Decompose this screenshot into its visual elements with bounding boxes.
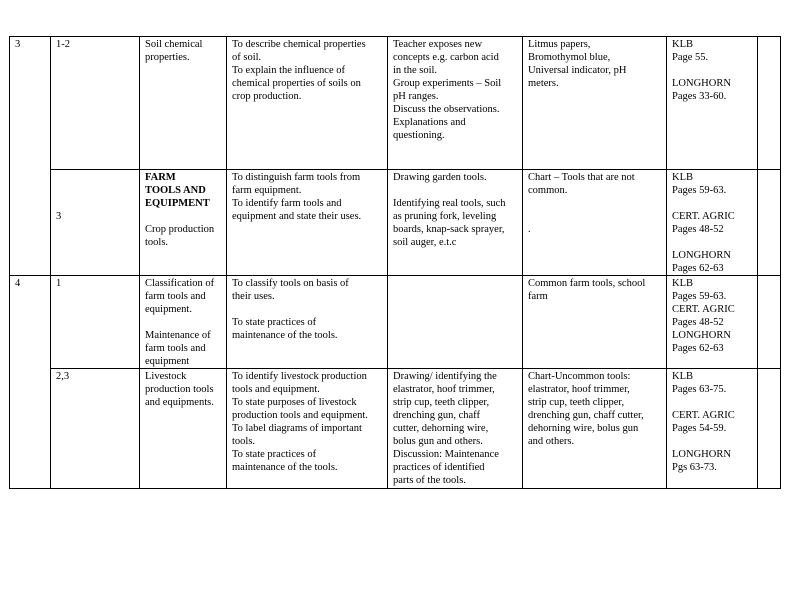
remarks-cell (758, 37, 781, 170)
resources-cell (523, 37, 667, 170)
objective-line: crop production. (232, 91, 302, 102)
objective-line: chemical properties of soils on (232, 78, 361, 89)
lesson-cell (51, 170, 140, 276)
objective-line: maintenance of the tools. (232, 330, 338, 341)
reference-line: Pages 54-59. (672, 423, 727, 434)
reference-line: KLB (672, 278, 693, 289)
spacer (145, 316, 222, 329)
week-cell (10, 170, 51, 276)
spacer (56, 197, 135, 210)
reference-line: KLB (672, 39, 693, 50)
objective-line: tools. (232, 436, 256, 447)
activity-line: practices of identified (393, 462, 485, 473)
spacer (672, 197, 753, 210)
objective-line: To state purposes of livestock (232, 397, 357, 408)
objectives-cell (227, 37, 388, 170)
activity-line: Drawing garden tools. (393, 172, 487, 183)
objective-line: maintenance of the tools. (232, 462, 338, 473)
resource-line: and others. (528, 436, 575, 447)
reference-line: CERT. AGRIC (672, 304, 735, 315)
activity-line: cutter, dehorning wire, (393, 423, 489, 434)
topic-line: and equipments. (145, 397, 214, 408)
week-cell (10, 276, 51, 369)
references-cell (667, 369, 758, 489)
scheme-of-work-table (9, 36, 781, 489)
table-row (10, 170, 781, 276)
reference-line: LONGHORN (672, 330, 731, 341)
lesson-number: 1-2 (56, 39, 70, 50)
reference-line: LONGHORN (672, 78, 731, 89)
resource-line: dehorning wire, bolus gun (528, 423, 639, 434)
resource-line: common. (528, 185, 568, 196)
spacer (145, 210, 222, 223)
topic-heading-line: TOOLS AND (145, 185, 206, 196)
objectives-cell (227, 369, 388, 489)
resource-line: Universal indicator, pH (528, 65, 627, 76)
references-cell (667, 276, 758, 369)
spacer (672, 396, 753, 409)
reference-line: Pages 62-63 (672, 343, 724, 354)
activity-line: strip cup, teeth clipper, (393, 397, 490, 408)
topic-heading-line: FARM (145, 172, 176, 183)
topic-line: equipment (145, 356, 190, 367)
objective-line: To classify tools on basis of (232, 278, 349, 289)
activity-line: elastrator, hoof trimmer, (393, 384, 495, 395)
activity-line: pH ranges. (393, 91, 439, 102)
resources-cell (523, 170, 667, 276)
reference-line: Pages 33-60. (672, 91, 727, 102)
activity-line: concepts e.g. carbon acid (393, 52, 499, 63)
activities-cell (388, 37, 523, 170)
activity-line: soil auger, e.t.c (393, 237, 457, 248)
resource-line: Common farm tools, school (528, 278, 646, 289)
topic-cell (140, 369, 227, 489)
reference-line: LONGHORN (672, 250, 731, 261)
topic-cell (140, 37, 227, 170)
topic-line: farm tools and (145, 343, 206, 354)
objective-line: To describe chemical properties (232, 39, 366, 50)
activity-line: Drawing/ identifying the (393, 371, 497, 382)
objective-line: To identify farm tools and (232, 198, 342, 209)
activity-line: Discuss the observations. (393, 104, 500, 115)
activities-cell (388, 369, 523, 489)
spacer (528, 210, 662, 223)
week-number: 3 (15, 39, 21, 50)
objective-line: To identify livestock production (232, 371, 367, 382)
spacer (672, 236, 753, 249)
resource-line: elastrator, hoof trimmer, (528, 384, 630, 395)
week-cell (10, 37, 51, 170)
spacer (528, 197, 662, 210)
topic-cell (140, 276, 227, 369)
reference-line: Pages 59-63. (672, 291, 727, 302)
resource-line: meters. (528, 78, 559, 89)
remarks-cell (758, 170, 781, 276)
spacer (56, 171, 135, 184)
reference-line: Pages 62-63 (672, 263, 724, 274)
resource-line: Bromothymol blue, (528, 52, 611, 63)
objective-line: To distinguish farm tools from (232, 172, 361, 183)
objective-line: To explain the influence of (232, 65, 345, 76)
objective-line: tools and equipment. (232, 384, 320, 395)
week-number: 4 (15, 278, 21, 289)
resource-line: Chart-Uncommon tools: (528, 371, 631, 382)
table-row (10, 276, 781, 369)
activity-line: questioning. (393, 130, 445, 141)
activity-line: as pruning fork, leveling (393, 211, 497, 222)
topic-cell (140, 170, 227, 276)
activity-line: Discussion: Maintenance (393, 449, 499, 460)
activity-line: Explanations and (393, 117, 466, 128)
activity-line: Teacher exposes new (393, 39, 483, 50)
reference-line: CERT. AGRIC (672, 211, 735, 222)
reference-line: Pages 48-52 (672, 317, 724, 328)
activity-line: bolus gun and others. (393, 436, 483, 447)
reference-line: KLB (672, 371, 693, 382)
reference-line: Pages 48-52 (672, 224, 724, 235)
topic-line: equipment. (145, 304, 192, 315)
activity-line: Identifying real tools, such (393, 198, 506, 209)
references-cell (667, 37, 758, 170)
lesson-number: 1 (56, 278, 62, 289)
references-cell (667, 170, 758, 276)
resources-cell (523, 276, 667, 369)
spacer (232, 303, 383, 316)
reference-line: Page 55. (672, 52, 709, 63)
spacer (393, 184, 518, 197)
objective-line: To state practices of (232, 449, 317, 460)
objective-line: production tools and equipment. (232, 410, 368, 421)
reference-line: CERT. AGRIC (672, 410, 735, 421)
lesson-number: 3 (56, 211, 62, 222)
week-cell (10, 369, 51, 489)
objective-line: of soil. (232, 52, 262, 63)
resource-line: Litmus papers, (528, 39, 591, 50)
resource-line: strip cup, teeth clipper, (528, 397, 625, 408)
topic-line: farm tools and (145, 291, 206, 302)
remarks-cell (758, 276, 781, 369)
reference-line: Pages 63-75. (672, 384, 727, 395)
resource-line: . (528, 224, 531, 235)
activities-cell (388, 276, 523, 369)
lesson-cell (51, 276, 140, 369)
topic-line: Livestock (145, 371, 187, 382)
topic-line: Classification of (145, 278, 215, 289)
spacer (672, 64, 753, 77)
objectives-cell (227, 276, 388, 369)
spacer (56, 184, 135, 197)
lesson-cell (51, 369, 140, 489)
activity-line: in the soil. (393, 65, 438, 76)
topic-heading-line: EQUIPMENT (145, 198, 210, 209)
objective-line: their uses. (232, 291, 275, 302)
reference-line: Pgs 63-73. (672, 462, 717, 473)
resource-line: farm (528, 291, 548, 302)
remarks-cell (758, 369, 781, 489)
resource-line: Chart – Tools that are not (528, 172, 635, 183)
activity-line: parts of the tools. (393, 475, 466, 486)
reference-line: LONGHORN (672, 449, 731, 460)
reference-line: KLB (672, 172, 693, 183)
activity-line: Group experiments – Soil (393, 78, 502, 89)
spacer (672, 435, 753, 448)
topic-line: production tools (145, 384, 214, 395)
objective-line: To state practices of (232, 317, 317, 328)
objectives-cell (227, 170, 388, 276)
topic-line: tools. (145, 237, 169, 248)
reference-line: Pages 59-63. (672, 185, 727, 196)
activities-cell (388, 170, 523, 276)
topic-line: Soil chemical (145, 39, 203, 50)
lesson-cell (51, 37, 140, 170)
resource-line: drenching gun, chaff cutter, (528, 410, 644, 421)
lesson-number: 2,3 (56, 371, 70, 382)
objective-line: farm equipment. (232, 185, 302, 196)
table-row (10, 37, 781, 170)
objective-line: To label diagrams of important (232, 423, 362, 434)
activity-line: boards, knap-sack sprayer, (393, 224, 505, 235)
resources-cell (523, 369, 667, 489)
activity-line: drenching gun, chaff (393, 410, 480, 421)
topic-line: Maintenance of (145, 330, 211, 341)
objective-line: equipment and state their uses. (232, 211, 362, 222)
topic-line: properties. (145, 52, 190, 63)
topic-line: Crop production (145, 224, 215, 235)
table-row (10, 369, 781, 489)
